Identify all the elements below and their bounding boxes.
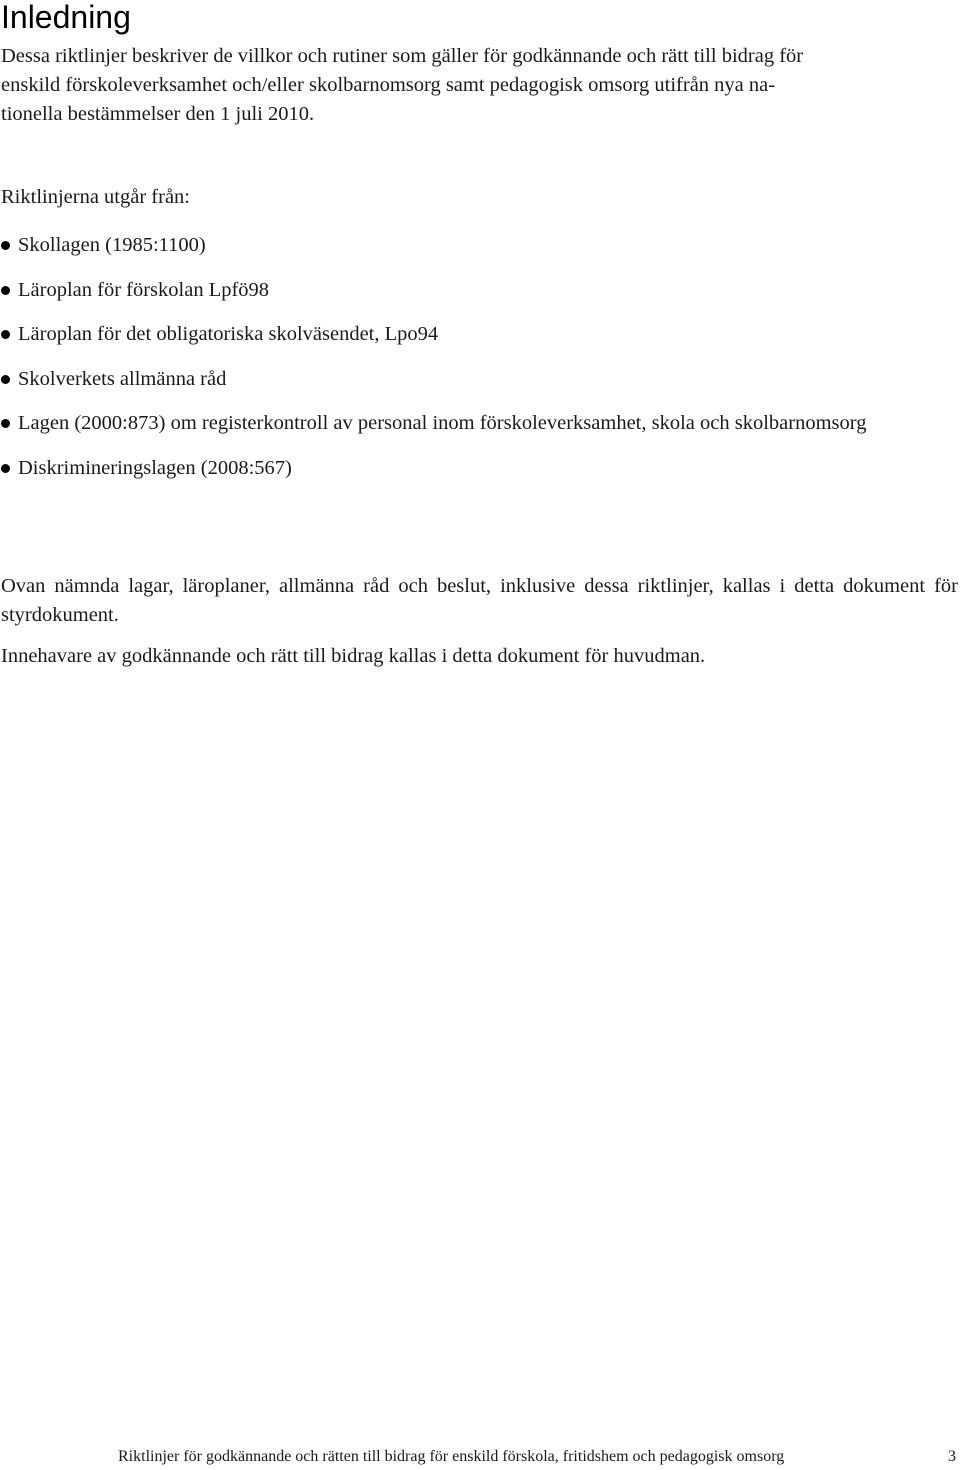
bullet-icon (1, 419, 10, 428)
sources-list (0, 224, 900, 491)
footer-title: Riktlinjer för godkännande och rätten till bidrag för enskild förskola, fritidshem och pedagogisk omsorg (118, 1448, 785, 1465)
bullet-icon (1, 375, 10, 384)
list-item-text: Skolverkets allmänna råd (18, 367, 227, 390)
intro-paragraph (1, 42, 956, 129)
list-item-text: Läroplan för förskolan Lpfö98 (18, 278, 270, 301)
intro-line: tionella bestämmelser den 1 juli 2010. (1, 103, 315, 125)
list-item-text: Skollagen (1985:1100) (18, 234, 206, 256)
principal-paragraph: Innehavare av godkännande och rätt till bidrag kallas i detta dokument för huvudman. (1, 645, 706, 667)
bullet-icon (1, 241, 10, 250)
list-item (0, 358, 900, 400)
list-item-text: Diskrimineringslagen (2008:567) (18, 456, 292, 479)
intro-line: Dessa riktlinjer beskriver de villkor och rutiner som gäller för godkännande och rätt till bidrag för (1, 45, 804, 67)
bullet-icon (1, 330, 10, 339)
sources-lead-text: Riktlinjerna utgår från: (1, 186, 190, 208)
list-item (0, 269, 900, 311)
bullet-icon (1, 286, 10, 295)
list-item-text: Läroplan för det obligatoriska skolväsendet, Lpo94 (18, 323, 439, 345)
list-item (0, 224, 900, 266)
list-item-text: Lagen (2000:873) om registerkontroll av personal inom förskoleverksamhet, skola och skolbarnomsorg (18, 412, 867, 434)
list-item (0, 313, 900, 355)
page-title: Inledning (1, 0, 131, 35)
bullet-icon (1, 464, 10, 473)
intro-line: enskild förskoleverksamhet och/eller skolbarnomsorg samt pedagogisk omsorg utifrån nya na- (1, 74, 776, 96)
page-number: 3 (948, 1448, 956, 1465)
list-item (0, 402, 878, 444)
list-item (0, 447, 900, 489)
summary-paragraph: Ovan nämnda lagar, läroplaner, allmänna råd och beslut, inklusive dessa riktlinjer, kallas i detta dokument för styrdokument. (1, 575, 958, 626)
